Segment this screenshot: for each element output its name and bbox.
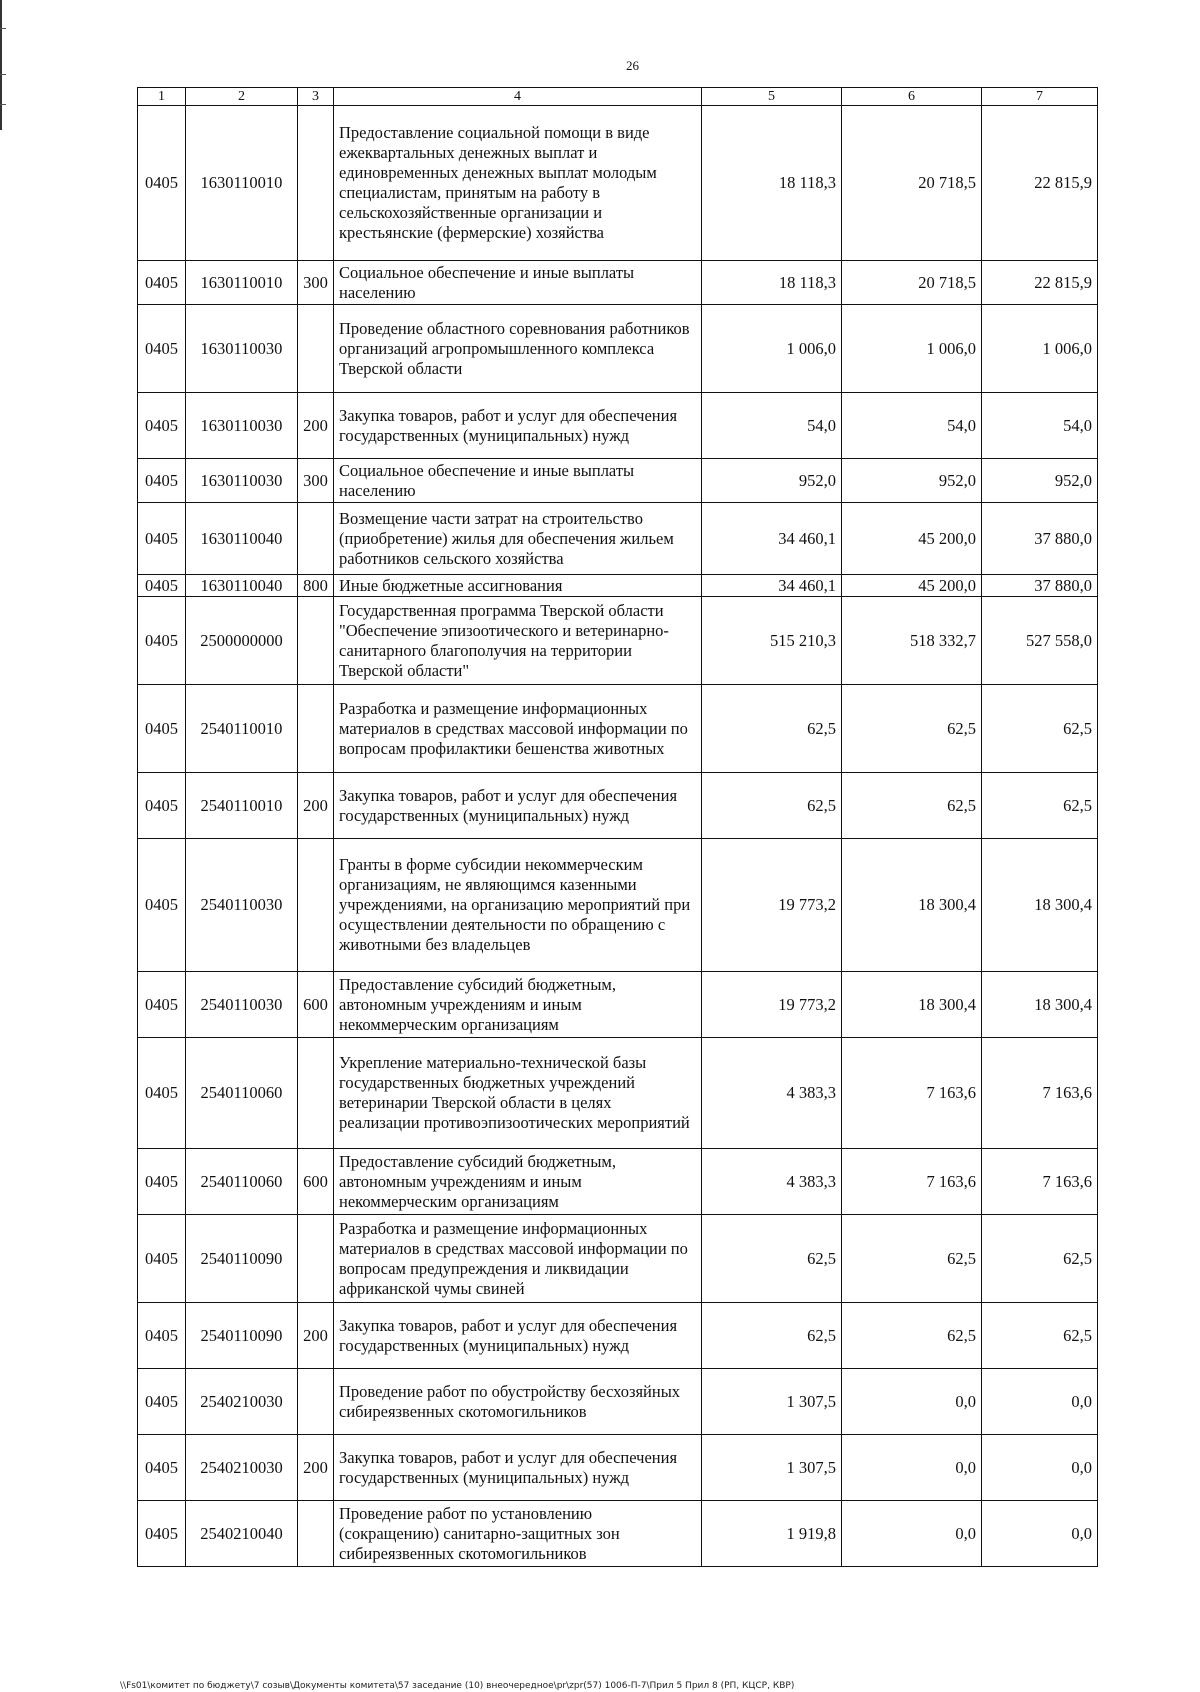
- amount-year-1: 1 006,0: [702, 305, 842, 393]
- section-code: 0405: [138, 1369, 186, 1435]
- expense-type-code: [298, 1369, 334, 1435]
- amount-year-2: 952,0: [842, 459, 982, 503]
- amount-year-1: 19 773,2: [702, 839, 842, 972]
- amount-year-1: 1 307,5: [702, 1369, 842, 1435]
- item-name: Предоставление субсидий бюджетным, автономным учреждениям и иным некоммерческим организациям: [334, 972, 702, 1038]
- expense-type-code: 600: [298, 972, 334, 1038]
- table-row: [138, 1038, 1098, 1149]
- item-name: Предоставление социальной помощи в виде ежеквартальных денежных выплат и единовременных денежных выплат молодым специалистам, принятым на работу в сельскохозяйственные организации и крестьянские (фермерские) хозяйства: [334, 106, 702, 261]
- table-row: [138, 1501, 1098, 1567]
- table-row: [138, 106, 1098, 261]
- amount-year-2: 7 163,6: [842, 1149, 982, 1215]
- table-row: [138, 773, 1098, 839]
- column-header: 6: [842, 88, 982, 106]
- target-article-code: 2540210030: [186, 1369, 298, 1435]
- column-header: 3: [298, 88, 334, 106]
- expense-type-code: 300: [298, 261, 334, 305]
- file-path-footer: \\Fs01\комитет по бюджету\7 созыв\Документы комитета\57 заседание (10) внеочередное\pr\zpr(57) 1006-П-7\Прил 5 Прил 8 (РП, КЦСР, КВР): [120, 1681, 795, 1691]
- column-header: 1: [138, 88, 186, 106]
- expense-type-code: 200: [298, 393, 334, 459]
- column-header: 5: [702, 88, 842, 106]
- item-name: Проведение областного соревнования работников организаций агропромышленного комплекса Тверской области: [334, 305, 702, 393]
- target-article-code: 2540110060: [186, 1149, 298, 1215]
- table-row: [138, 459, 1098, 503]
- amount-year-2: 62,5: [842, 773, 982, 839]
- target-article-code: 2540210030: [186, 1435, 298, 1501]
- amount-year-3: 527 558,0: [982, 597, 1098, 685]
- amount-year-3: 1 006,0: [982, 305, 1098, 393]
- section-code: 0405: [138, 393, 186, 459]
- expense-type-code: [298, 503, 334, 575]
- amount-year-2: 18 300,4: [842, 972, 982, 1038]
- amount-year-3: 952,0: [982, 459, 1098, 503]
- amount-year-2: 20 718,5: [842, 106, 982, 261]
- item-name: Разработка и размещение информационных материалов в средствах массовой информации по вопросам профилактики бешенства животных: [334, 685, 702, 773]
- amount-year-3: 7 163,6: [982, 1038, 1098, 1149]
- amount-year-2: 54,0: [842, 393, 982, 459]
- target-article-code: 2540210040: [186, 1501, 298, 1567]
- amount-year-2: 0,0: [842, 1369, 982, 1435]
- item-name: Иные бюджетные ассигнования: [334, 575, 702, 597]
- amount-year-1: 62,5: [702, 1303, 842, 1369]
- amount-year-3: 62,5: [982, 1303, 1098, 1369]
- table-row: [138, 1435, 1098, 1501]
- section-code: 0405: [138, 773, 186, 839]
- section-code: 0405: [138, 459, 186, 503]
- item-name: Закупка товаров, работ и услуг для обеспечения государственных (муниципальных) нужд: [334, 773, 702, 839]
- amount-year-2: 62,5: [842, 1215, 982, 1303]
- target-article-code: 2500000000: [186, 597, 298, 685]
- item-name: Закупка товаров, работ и услуг для обеспечения государственных (муниципальных) нужд: [334, 1435, 702, 1501]
- table-body: [138, 106, 1098, 1567]
- expense-type-code: 200: [298, 1303, 334, 1369]
- amount-year-3: 62,5: [982, 773, 1098, 839]
- amount-year-2: 518 332,7: [842, 597, 982, 685]
- amount-year-2: 45 200,0: [842, 575, 982, 597]
- amount-year-1: 62,5: [702, 685, 842, 773]
- amount-year-2: 62,5: [842, 685, 982, 773]
- item-name: Укрепление материально-технической базы государственных бюджетных учреждений ветеринарии Тверской области в целях реализации противоэпизоотических мероприятий: [334, 1038, 702, 1149]
- amount-year-3: 22 815,9: [982, 106, 1098, 261]
- table-header: [138, 88, 1098, 106]
- table-row: [138, 305, 1098, 393]
- amount-year-3: 18 300,4: [982, 839, 1098, 972]
- section-code: 0405: [138, 1435, 186, 1501]
- table-row: [138, 393, 1098, 459]
- table-row: [138, 1215, 1098, 1303]
- amount-year-1: 54,0: [702, 393, 842, 459]
- amount-year-3: 0,0: [982, 1501, 1098, 1567]
- scan-mark: [0, 74, 6, 75]
- table-row: [138, 1303, 1098, 1369]
- amount-year-1: 62,5: [702, 1215, 842, 1303]
- header-row: [138, 88, 1098, 106]
- table-row: [138, 261, 1098, 305]
- amount-year-1: 34 460,1: [702, 503, 842, 575]
- amount-year-3: 0,0: [982, 1435, 1098, 1501]
- expense-type-code: 300: [298, 459, 334, 503]
- column-header: 2: [186, 88, 298, 106]
- expense-type-code: [298, 305, 334, 393]
- section-code: 0405: [138, 685, 186, 773]
- target-article-code: 1630110040: [186, 575, 298, 597]
- section-code: 0405: [138, 1038, 186, 1149]
- target-article-code: 1630110010: [186, 106, 298, 261]
- section-code: 0405: [138, 1215, 186, 1303]
- amount-year-2: 1 006,0: [842, 305, 982, 393]
- amount-year-1: 62,5: [702, 773, 842, 839]
- item-name: Социальное обеспечение и иные выплаты населению: [334, 261, 702, 305]
- target-article-code: 2540110030: [186, 972, 298, 1038]
- amount-year-1: 34 460,1: [702, 575, 842, 597]
- amount-year-3: 37 880,0: [982, 503, 1098, 575]
- amount-year-1: 18 118,3: [702, 261, 842, 305]
- section-code: 0405: [138, 106, 186, 261]
- item-name: Гранты в форме субсидии некоммерческим организациям, не являющимся казенными учреждениями, на организацию мероприятий при осуществлении деятельности по обращению с животными без владельцев: [334, 839, 702, 972]
- section-code: 0405: [138, 503, 186, 575]
- table-row: [138, 972, 1098, 1038]
- expense-type-code: [298, 106, 334, 261]
- expense-type-code: 200: [298, 773, 334, 839]
- amount-year-3: 62,5: [982, 1215, 1098, 1303]
- target-article-code: 1630110040: [186, 503, 298, 575]
- table-row: [138, 575, 1098, 597]
- target-article-code: 2540110060: [186, 1038, 298, 1149]
- table-row: [138, 503, 1098, 575]
- item-name: Закупка товаров, работ и услуг для обеспечения государственных (муниципальных) нужд: [334, 1303, 702, 1369]
- section-code: 0405: [138, 1501, 186, 1567]
- table-row: [138, 839, 1098, 972]
- amount-year-1: 1 307,5: [702, 1435, 842, 1501]
- amount-year-2: 45 200,0: [842, 503, 982, 575]
- amount-year-1: 4 383,3: [702, 1038, 842, 1149]
- scan-mark: [0, 28, 6, 29]
- item-name: Социальное обеспечение и иные выплаты населению: [334, 459, 702, 503]
- page-number: 26: [626, 58, 639, 73]
- table-row: [138, 1149, 1098, 1215]
- amount-year-2: 18 300,4: [842, 839, 982, 972]
- item-name: Возмещение части затрат на строительство (приобретение) жилья для обеспечения жильем работников сельского хозяйства: [334, 503, 702, 575]
- section-code: 0405: [138, 972, 186, 1038]
- column-header: 7: [982, 88, 1098, 106]
- target-article-code: 1630110010: [186, 261, 298, 305]
- target-article-code: 2540110010: [186, 685, 298, 773]
- amount-year-3: 22 815,9: [982, 261, 1098, 305]
- target-article-code: 1630110030: [186, 393, 298, 459]
- amount-year-1: 515 210,3: [702, 597, 842, 685]
- amount-year-2: 62,5: [842, 1303, 982, 1369]
- amount-year-2: 0,0: [842, 1435, 982, 1501]
- target-article-code: 2540110030: [186, 839, 298, 972]
- amount-year-3: 54,0: [982, 393, 1098, 459]
- table-row: [138, 597, 1098, 685]
- section-code: 0405: [138, 1149, 186, 1215]
- target-article-code: 2540110010: [186, 773, 298, 839]
- amount-year-3: 7 163,6: [982, 1149, 1098, 1215]
- amount-year-1: 19 773,2: [702, 972, 842, 1038]
- section-code: 0405: [138, 1303, 186, 1369]
- expense-type-code: [298, 839, 334, 972]
- expense-type-code: [298, 1215, 334, 1303]
- amount-year-3: 18 300,4: [982, 972, 1098, 1038]
- expense-type-code: 200: [298, 1435, 334, 1501]
- section-code: 0405: [138, 261, 186, 305]
- amount-year-1: 4 383,3: [702, 1149, 842, 1215]
- target-article-code: 1630110030: [186, 305, 298, 393]
- column-header: 4: [334, 88, 702, 106]
- amount-year-1: 1 919,8: [702, 1501, 842, 1567]
- amount-year-3: 62,5: [982, 685, 1098, 773]
- amount-year-1: 952,0: [702, 459, 842, 503]
- amount-year-2: 0,0: [842, 1501, 982, 1567]
- expense-type-code: [298, 597, 334, 685]
- target-article-code: 2540110090: [186, 1303, 298, 1369]
- table-row: [138, 1369, 1098, 1435]
- amount-year-2: 20 718,5: [842, 261, 982, 305]
- item-name: Проведение работ по обустройству бесхозяйных сибиреязвенных скотомогильников: [334, 1369, 702, 1435]
- table-row: [138, 685, 1098, 773]
- section-code: 0405: [138, 305, 186, 393]
- expense-type-code: 600: [298, 1149, 334, 1215]
- target-article-code: 2540110090: [186, 1215, 298, 1303]
- item-name: Проведение работ по установлению (сокращению) санитарно-защитных зон сибиреязвенных скотомогильников: [334, 1501, 702, 1567]
- section-code: 0405: [138, 839, 186, 972]
- expense-type-code: [298, 685, 334, 773]
- item-name: Государственная программа Тверской области "Обеспечение эпизоотического и ветеринарно-санитарного благополучия на территории Тверской области": [334, 597, 702, 685]
- amount-year-3: 37 880,0: [982, 575, 1098, 597]
- item-name: Закупка товаров, работ и услуг для обеспечения государственных (муниципальных) нужд: [334, 393, 702, 459]
- item-name: Разработка и размещение информационных материалов в средствах массовой информации по вопросам предупреждения и ликвидации африканской чумы свиней: [334, 1215, 702, 1303]
- amount-year-2: 7 163,6: [842, 1038, 982, 1149]
- expense-type-code: [298, 1501, 334, 1567]
- section-code: 0405: [138, 575, 186, 597]
- expense-type-code: 800: [298, 575, 334, 597]
- scan-mark: [0, 104, 6, 105]
- amount-year-1: 18 118,3: [702, 106, 842, 261]
- section-code: 0405: [138, 597, 186, 685]
- budget-table: [137, 87, 1098, 1567]
- amount-year-3: 0,0: [982, 1369, 1098, 1435]
- item-name: Предоставление субсидий бюджетным, автономным учреждениям и иным некоммерческим организациям: [334, 1149, 702, 1215]
- expense-type-code: [298, 1038, 334, 1149]
- target-article-code: 1630110030: [186, 459, 298, 503]
